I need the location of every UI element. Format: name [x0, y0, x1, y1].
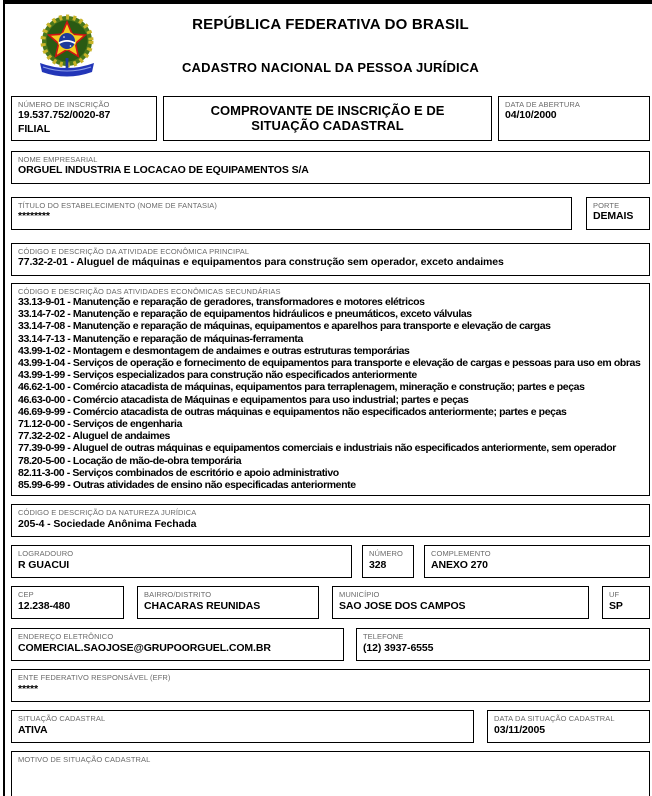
secondary-activities-box: [11, 283, 650, 497]
street-number-value: 328: [369, 558, 387, 571]
trade-name-row: [11, 197, 650, 230]
status-date-box: [487, 710, 650, 743]
phone-box: [356, 628, 650, 661]
secondary-activity-item: 85.99-6-99 - Outras atividades de ensino não especificadas anteriormente: [18, 479, 356, 492]
republic-title: REPÚBLICA FEDERATIVA DO BRASIL: [192, 16, 469, 33]
certificate-title-box: [163, 96, 492, 141]
street-value: R GUACUI: [18, 558, 70, 571]
secondary-activity-item: 78.20-5-00 - Locação de mão-de-obra temporária: [18, 454, 242, 467]
state-label: UF: [609, 590, 620, 600]
secondary-activity-item: 82.11-3-00 - Serviços combinados de escritório e apoio administrativo: [18, 466, 339, 479]
trade-name-label: TÍTULO DO ESTABELECIMENTO (NOME DE FANTASIA): [18, 200, 218, 210]
efr-box: [11, 669, 650, 702]
zip-code-label: CEP: [18, 590, 34, 600]
efr-value: *****: [18, 682, 38, 695]
district-label: BAIRRO/DISTRITO: [144, 590, 212, 600]
address-row-2: [11, 586, 650, 619]
company-size-label: PORTE: [593, 200, 620, 210]
main-activity-box: [11, 243, 650, 276]
company-name-box: [11, 151, 650, 184]
legal-nature-label: CÓDIGO E DESCRIÇÃO DA NATUREZA JURÍDICA: [18, 508, 197, 518]
registration-status-box: [11, 710, 474, 743]
secondary-activity-item: 43.99-1-02 - Montagem e desmontagem de andaimes e outras estruturas temporárias: [18, 344, 410, 357]
secondary-activity-item: 77.32-2-02 - Aluguel de andaimes: [18, 430, 170, 443]
company-name-label: NOME EMPRESARIAL: [18, 154, 98, 164]
inscription-number-label: NÚMERO DE INSCRIÇÃO: [18, 100, 110, 109]
efr-label: ENTE FEDERATIVO RESPONSÁVEL (EFR): [18, 673, 171, 683]
secondary-activity-item: 33.14-7-02 - Manutenção e reparação de equipamentos hidráulicos e pneumáticos, exceto válvulas: [18, 308, 472, 321]
contact-row: [11, 628, 650, 661]
secondary-activities-label: CÓDIGO E DESCRIÇÃO DAS ATIVIDADES ECONÔMICAS SECUNDÁRIAS: [18, 286, 281, 296]
secondary-activity-item: 46.62-1-00 - Comércio atacadista de máquinas, equipamentos para terraplenagem, mineração e construção; partes e peças: [18, 381, 585, 394]
secondary-activity-item: 33.13-9-01 - Manutenção e reparação de geradores, transformadores e motores elétricos: [18, 296, 425, 308]
registration-status-value: ATIVA: [18, 723, 48, 736]
email-label: ENDEREÇO ELETRÔNICO: [18, 632, 114, 642]
secondary-activities-list: [18, 296, 643, 491]
municipality-label: MUNICÍPIO: [339, 590, 380, 600]
email-value: COMERCIAL.SAOJOSE@GRUPOORGUEL.COM.BR: [18, 641, 271, 654]
status-date-label: DATA DA SITUAÇÃO CADASTRAL: [494, 714, 615, 724]
branch-type-value: FILIAL: [18, 122, 51, 135]
cnpj-certificate-page: [3, 0, 652, 796]
street-number-box: [362, 545, 414, 578]
secondary-activity-item: 77.39-0-99 - Aluguel de outras máquinas e equipamentos comerciais e industriais não especificados anteriormente, sem operador: [18, 442, 616, 455]
secondary-activity-item: 71.12-0-00 - Serviços de engenharia: [18, 418, 183, 431]
company-size-box: [586, 197, 650, 230]
opening-date-value: 04/10/2000: [505, 109, 557, 122]
zip-code-box: [11, 586, 124, 619]
inscription-number-value: 19.537.752/0020-87: [18, 109, 111, 122]
municipality-value: SAO JOSE DOS CAMPOS: [339, 599, 466, 612]
state-value: SP: [609, 599, 623, 612]
state-box: [602, 586, 650, 619]
legal-nature-value: 205-4 - Sociedade Anônima Fechada: [18, 517, 197, 530]
secondary-activity-item: 43.99-1-04 - Serviços de operação e fornecimento de equipamentos para transporte e elevação de cargas e pessoas para uso em obras: [18, 357, 641, 370]
street-number-label: NÚMERO: [369, 549, 403, 559]
trade-name-value: ********: [18, 210, 50, 222]
document-header: [11, 4, 650, 96]
address-row-1: [11, 545, 650, 578]
email-box: [11, 628, 344, 661]
status-date-value: 03/11/2005: [494, 723, 545, 736]
secondary-activity-item: 33.14-7-13 - Manutenção e reparação de máquinas-ferramenta: [18, 332, 303, 345]
district-value: CHACARAS REUNIDAS: [144, 599, 261, 612]
secondary-activity-item: 46.69-9-99 - Comércio atacadista de outras máquinas e equipamentos não especificados anteriormente; partes e peças: [18, 405, 567, 418]
municipality-box: [332, 586, 589, 619]
company-name-value: ORGUEL INDUSTRIA E LOCACAO DE EQUIPAMENTOS S/A: [18, 164, 309, 176]
zip-code-value: 12.238-480: [18, 599, 71, 612]
street-label: LOGRADOURO: [18, 549, 74, 559]
status-reason-box: [11, 751, 650, 796]
company-size-value: DEMAIS: [593, 210, 634, 222]
inscription-number-box: [11, 96, 157, 141]
address-complement-label: COMPLEMENTO: [431, 549, 491, 559]
trade-name-box: [11, 197, 572, 230]
opening-date-label: DATA DE ABERTURA: [505, 100, 580, 109]
secondary-activity-item: 33.14-7-08 - Manutenção e reparação de máquinas, equipamentos e aparelhos para transporte e elevação de cargas: [18, 320, 551, 333]
secondary-activity-item: 43.99-1-99 - Serviços especializados para construção não especificados anteriormente: [18, 369, 417, 382]
status-reason-label: MOTIVO DE SITUAÇÃO CADASTRAL: [18, 755, 151, 765]
secondary-activity-item: 46.63-0-00 - Comércio atacadista de Máquinas e equipamentos para uso industrial; partes e peças: [18, 393, 469, 406]
registration-status-label: SITUAÇÃO CADASTRAL: [18, 714, 106, 724]
phone-value: (12) 3937-6555: [363, 641, 434, 654]
phone-label: TELEFONE: [363, 632, 404, 642]
brazil-coat-of-arms-icon: [25, 14, 109, 80]
legal-nature-box: [11, 504, 650, 537]
street-box: [11, 545, 352, 578]
main-activity-value: 77.32-2-01 - Aluguel de máquinas e equipamentos para construção sem operador, exceto andaimes: [18, 256, 504, 268]
district-box: [137, 586, 319, 619]
registry-title: CADASTRO NACIONAL DA PESSOA JURÍDICA: [181, 60, 480, 75]
inscription-row: [11, 96, 650, 141]
status-row: [11, 710, 650, 743]
opening-date-box: [498, 96, 650, 141]
address-complement-value: ANEXO 270: [431, 558, 488, 571]
main-activity-label: CÓDIGO E DESCRIÇÃO DA ATIVIDADE ECONÔMICA PRINCIPAL: [18, 246, 250, 256]
address-complement-box: [424, 545, 650, 578]
certificate-title: COMPROVANTE DE INSCRIÇÃO E DE SITUAÇÃO CADASTRAL: [210, 102, 445, 134]
